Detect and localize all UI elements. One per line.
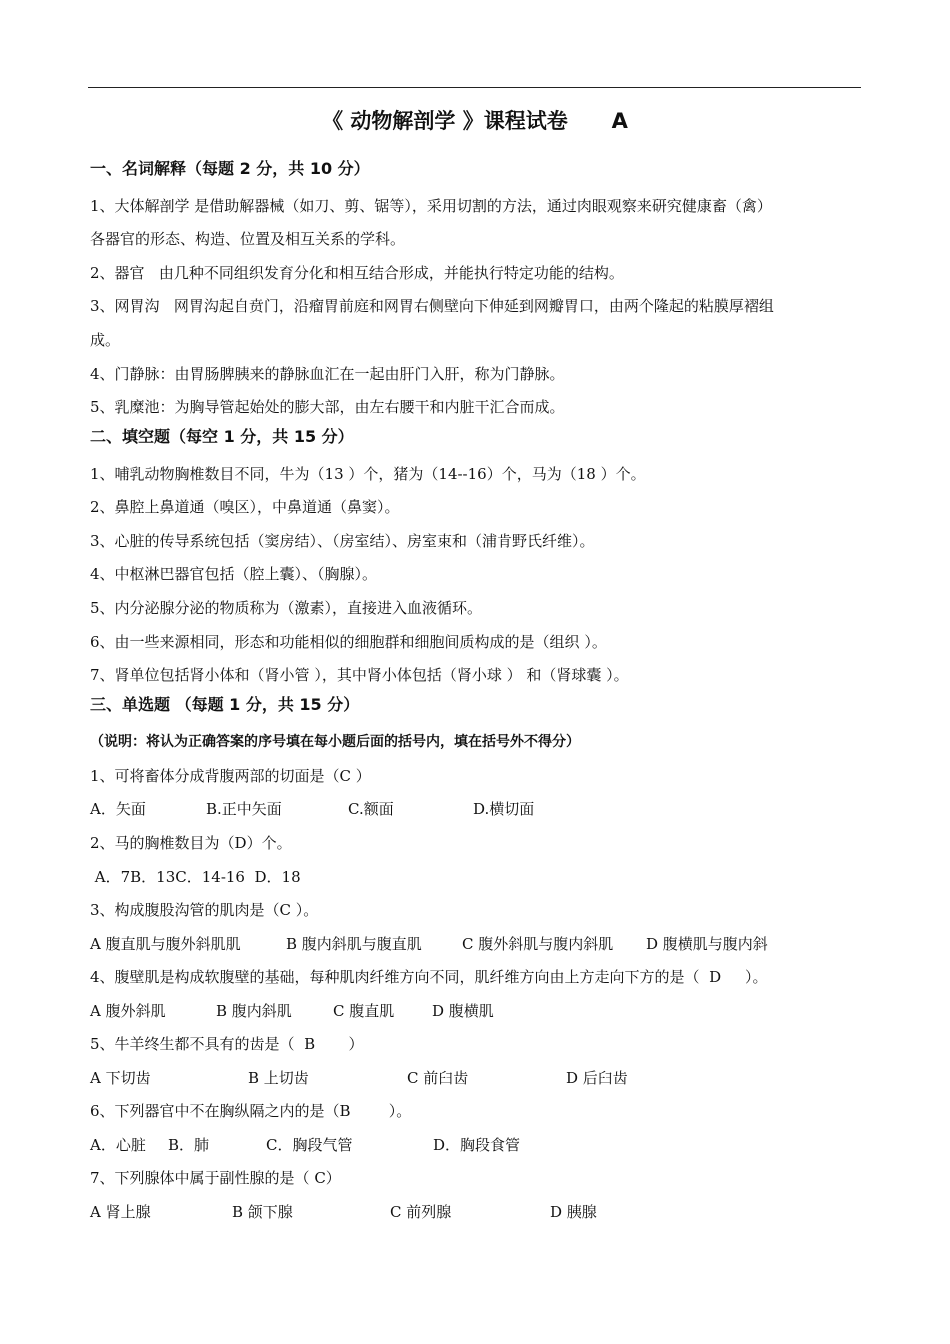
question: 5、牛羊终生都不具有的齿是（ B ） bbox=[90, 1035, 364, 1053]
option: C 前臼齿 bbox=[407, 1069, 469, 1087]
option: A．矢面 bbox=[90, 800, 146, 818]
section1-line: 成。 bbox=[90, 331, 121, 349]
option: A 肾上腺 bbox=[90, 1203, 151, 1221]
section1-line: 3、网胃沟 网胃沟起自贲门，沿瘤胃前庭和网胃右侧壁向下伸延到网瓣胃口，由两个隆起的粘膜厚褶组 bbox=[90, 297, 774, 315]
option: D 胰腺 bbox=[550, 1203, 597, 1221]
option: B.正中矢面 bbox=[206, 800, 282, 818]
section1-line: 各器官的形态、构造、位置及相互关系的学科。 bbox=[90, 230, 406, 248]
option-line: A．7B．13C．14-16 D．18 bbox=[90, 868, 301, 886]
section2-line: 7、肾单位包括肾小体和（肾小管 ），其中肾小体包括（肾小球 ） 和（肾球囊 ）。 bbox=[90, 666, 629, 684]
option: C.额面 bbox=[348, 800, 394, 818]
section2-line: 5、内分泌腺分泌的物质称为（激素），直接进入血液循环。 bbox=[90, 599, 483, 617]
section2-line: 2、鼻腔上鼻道通（嗅区），中鼻道通（鼻窦）。 bbox=[90, 498, 400, 516]
option: B．肺 bbox=[168, 1136, 210, 1154]
option: B 腹内斜肌与腹直肌 bbox=[286, 935, 422, 953]
option: D 后臼齿 bbox=[566, 1069, 628, 1087]
header-rule bbox=[88, 87, 861, 88]
option: D．胸段食管 bbox=[433, 1136, 521, 1154]
option: C 腹直肌 bbox=[333, 1002, 395, 1020]
question: 3、构成腹股沟管的肌肉是（C ）。 bbox=[90, 901, 319, 919]
section1-line: 4、门静脉：由胃肠脾胰来的静脉血汇在一起由肝门入肝，称为门静脉。 bbox=[90, 365, 565, 383]
option: A．心脏 bbox=[90, 1136, 146, 1154]
exam-title: 《 动物解剖学 》课程试卷 A bbox=[322, 109, 628, 133]
section3-note: （说明：将认为正确答案的序号填在每小题后面的括号内，填在括号外不得分） bbox=[90, 734, 580, 750]
option: A 腹外斜肌 bbox=[90, 1002, 166, 1020]
section1-line: 1、大体解剖学 是借助解器械（如刀、剪、锯等），采用切割的方法，通过肉眼观察来研究健康畜（禽） bbox=[90, 197, 772, 215]
option: D 腹横肌与腹内斜 bbox=[646, 935, 768, 953]
question: 7、下列腺体中属于副性腺的是（ C） bbox=[90, 1169, 341, 1187]
option: C 前列腺 bbox=[390, 1203, 452, 1221]
option: A 腹直肌与腹外斜肌肌 bbox=[90, 935, 241, 953]
option: C 腹外斜肌与腹内斜肌 bbox=[462, 935, 614, 953]
option: A 下切齿 bbox=[90, 1069, 151, 1087]
section2-heading: 二、填空题（每空 1 分，共 15 分） bbox=[90, 427, 354, 446]
option: D 腹横肌 bbox=[432, 1002, 494, 1020]
section2-line: 1、哺乳动物胸椎数目不同，牛为（13 ）个，猪为（14--16）个，马为（18 ）个。 bbox=[90, 465, 646, 483]
option: B 颌下腺 bbox=[232, 1203, 293, 1221]
section3-heading: 三、单选题 （每题 1 分，共 15 分） bbox=[90, 695, 360, 714]
section2-line: 6、由一些来源相同，形态和功能相似的细胞群和细胞间质构成的是（组织 ）。 bbox=[90, 633, 607, 651]
question: 2、马的胸椎数目为（D）个。 bbox=[90, 834, 292, 852]
section2-line: 3、心脏的传导系统包括（窦房结）、（房室结）、房室束和（浦肯野氏纤维）。 bbox=[90, 532, 595, 550]
section1-heading: 一、名词解释（每题 2 分，共 10 分） bbox=[90, 159, 370, 178]
section2-line: 4、中枢淋巴器官包括（腔上囊）、（胸腺）。 bbox=[90, 565, 378, 583]
question: 1、可将畜体分成背腹两部的切面是（C ） bbox=[90, 767, 371, 785]
question: 6、下列器官中不在胸纵隔之内的是（B ）。 bbox=[90, 1102, 412, 1120]
question: 4、腹壁肌是构成软腹壁的基础，每种肌肉纤维方向不同，肌纤维方向由上方走向下方的是（ D ）。 bbox=[90, 968, 768, 986]
option: C．胸段气管 bbox=[266, 1136, 353, 1154]
section1-line: 2、器官 由几种不同组织发育分化和相互结合形成，并能执行特定功能的结构。 bbox=[90, 264, 624, 282]
option: D.横切面 bbox=[473, 800, 535, 818]
option: B 腹内斜肌 bbox=[216, 1002, 292, 1020]
section1-line: 5、乳糜池：为胸导管起始处的膨大部，由左右腰干和内脏干汇合而成。 bbox=[90, 398, 565, 416]
option: B 上切齿 bbox=[248, 1069, 309, 1087]
